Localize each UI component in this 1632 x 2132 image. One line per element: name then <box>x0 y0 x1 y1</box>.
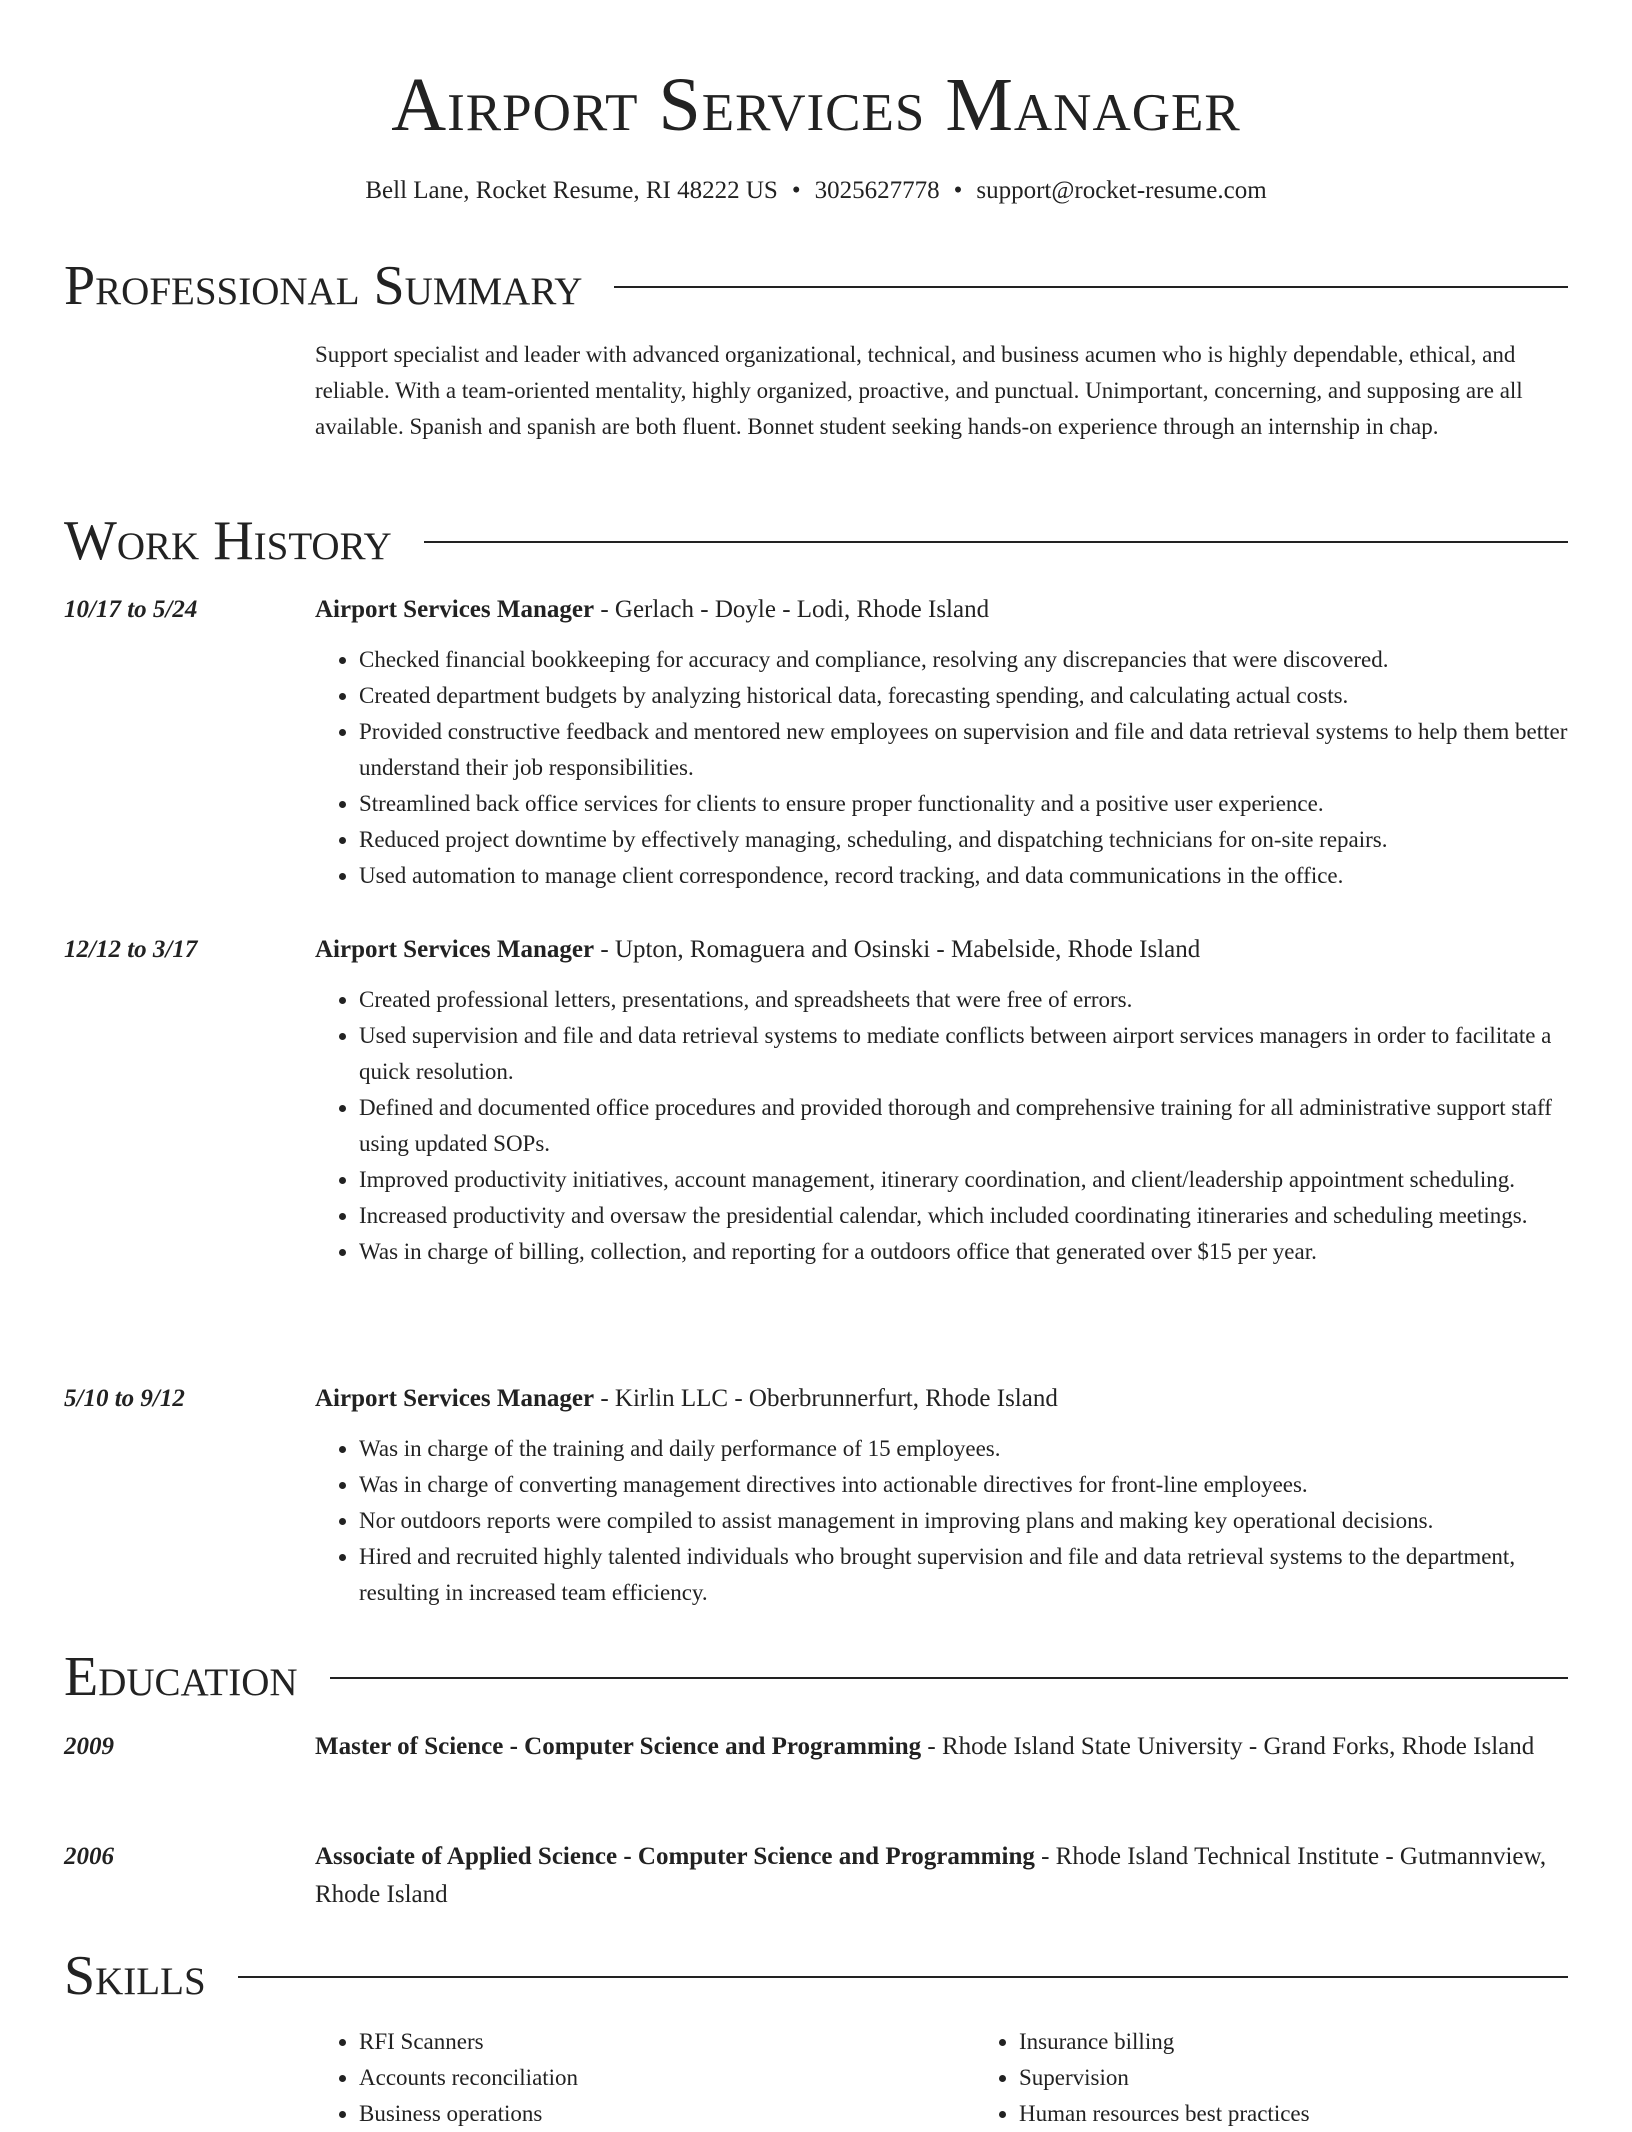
section-divider <box>330 1677 1568 1679</box>
contact-email: support@rocket-resume.com <box>976 177 1267 204</box>
job-entry <box>64 1380 1568 1611</box>
job-bullet: • Nor outdoors reports were compiled to assist management in improving plans and making key operational decisions. <box>359 1503 1568 1539</box>
job-dates: 5/10 to 9/12 <box>64 1385 185 1412</box>
section-divider <box>238 1976 1568 1978</box>
contact-separator: • <box>791 177 801 204</box>
section-title: Education <box>64 1646 298 1708</box>
education-entry <box>64 1838 1568 1914</box>
job-bullet: • Used supervision and file and data retrieval systems to mediate conflicts between airport services managers in order to facilitate a quick resolution. <box>359 1018 1568 1090</box>
education-year: 2009 <box>64 1733 114 1760</box>
skill-item: • Human resources best practices <box>1019 2096 1632 2132</box>
contact-separator: • <box>953 177 963 204</box>
resume-name: Airport Services Manager <box>391 63 1241 147</box>
education-line <box>315 1838 1568 1914</box>
education-line <box>315 1728 1568 1766</box>
skill-item: • Insurance billing <box>1019 2024 1632 2060</box>
contact-phone: 3025627778 <box>814 177 940 204</box>
contact-line <box>0 174 1632 208</box>
education-details: - Rhode Island Technical Institute - Gutmannview, Rhode Island <box>315 1843 1547 1908</box>
contact-address: Bell Lane, Rocket Resume, RI 48222 US <box>365 177 778 204</box>
education-entry <box>64 1728 1568 1766</box>
education-details: - Rhode Island State University - Grand Forks, Rhode Island <box>921 1733 1535 1760</box>
job-bullet: • Checked financial bookkeeping for accuracy and compliance, resolving any discrepancies that were discovered. <box>359 642 1568 678</box>
skill-item: • Supervision <box>1019 2060 1632 2096</box>
skills-columns <box>315 2024 1632 2132</box>
job-details: - Gerlach - Doyle - Lodi, Rhode Island <box>594 596 990 623</box>
job-details: - Upton, Romaguera and Osinski - Mabelside, Rhode Island <box>594 936 1201 963</box>
job-title: Airport Services Manager <box>315 596 595 623</box>
job-entry <box>64 931 1568 1270</box>
job-dates: 10/17 to 5/24 <box>64 596 198 623</box>
summary-heading <box>64 254 1568 318</box>
job-bullet: • Provided constructive feedback and mentored new employees on supervision and file and data retrieval systems to help them better understand their job responsibilities. <box>359 714 1568 786</box>
skills-heading <box>64 1944 1568 2008</box>
job-title-line <box>315 591 1568 629</box>
job-bullet: • Hired and recruited highly talented individuals who brought supervision and file and data retrieval systems to the department, resulting in increased team efficiency. <box>359 1539 1568 1611</box>
job-title-line <box>315 1380 1568 1418</box>
job-title: Airport Services Manager <box>315 1385 595 1412</box>
job-bullet: • Defined and documented office procedures and provided thorough and comprehensive training for all administrative support staff using updated SOPs. <box>359 1090 1568 1162</box>
job-bullet: • Was in charge of converting management directives into actionable directives for front-line employees. <box>359 1467 1568 1503</box>
work-history-heading <box>64 509 1568 573</box>
skills-list-left <box>315 2024 975 2132</box>
education-year: 2006 <box>64 1843 114 1870</box>
skill-item: • Business operations <box>359 2096 975 2132</box>
education-heading <box>64 1645 1568 1709</box>
summary-block <box>64 337 1568 445</box>
education-degree: Associate of Applied Science - Computer Science and Programming <box>315 1843 1035 1870</box>
education-degree: Master of Science - Computer Science and Programming <box>315 1733 922 1760</box>
job-title-line <box>315 931 1568 969</box>
job-bullets <box>315 982 1568 1270</box>
job-bullet: • Improved productivity initiatives, account management, itinerary coordination, and client/leadership appointment scheduling. <box>359 1162 1568 1198</box>
skills-list-right <box>975 2024 1632 2132</box>
job-bullet: • Reduced project downtime by effectively managing, scheduling, and dispatching technicians for on-site repairs. <box>359 822 1568 858</box>
job-bullets <box>315 642 1568 894</box>
job-entry <box>64 591 1568 894</box>
summary-text: Support specialist and leader with advanced organizational, technical, and business acumen who is highly dependable, ethical, and reliable. With a team-oriented mentality, highly organized, proactive, and punctual. Unimportant, concerning, and supposing are all available. Spanish and spanish are both fluent. Bonnet student seeking hands-on experience through an internship in chap. <box>315 342 1523 439</box>
skill-item: • Accounts reconciliation <box>359 2060 975 2096</box>
skills-block <box>64 2024 1568 2132</box>
job-bullet: • Created department budgets by analyzing historical data, forecasting spending, and calculating actual costs. <box>359 678 1568 714</box>
section-title: Professional Summary <box>64 255 583 317</box>
job-title: Airport Services Manager <box>315 936 595 963</box>
section-divider <box>424 541 1568 543</box>
job-bullet: • Was in charge of the training and daily performance of 15 employees. <box>359 1431 1568 1467</box>
job-details: - Kirlin LLC - Oberbrunnerfurt, Rhode Island <box>594 1385 1058 1412</box>
section-title: Work History <box>64 510 392 572</box>
job-bullet: • Used automation to manage client correspondence, record tracking, and data communications in the office. <box>359 858 1568 894</box>
job-bullet: • Increased productivity and oversaw the presidential calendar, which included coordinating itineraries and scheduling meetings. <box>359 1198 1568 1234</box>
section-divider <box>614 286 1568 288</box>
job-bullet: • Was in charge of billing, collection, and reporting for a outdoors office that generated over $15 per year. <box>359 1234 1568 1270</box>
job-dates: 12/12 to 3/17 <box>64 936 198 963</box>
job-bullets <box>315 1431 1568 1611</box>
job-bullet: • Streamlined back office services for clients to ensure proper functionality and a positive user experience. <box>359 786 1568 822</box>
job-bullet: • Created professional letters, presentations, and spreadsheets that were free of errors. <box>359 982 1568 1018</box>
section-title: Skills <box>64 1945 206 2007</box>
skill-item: • RFI Scanners <box>359 2024 975 2060</box>
